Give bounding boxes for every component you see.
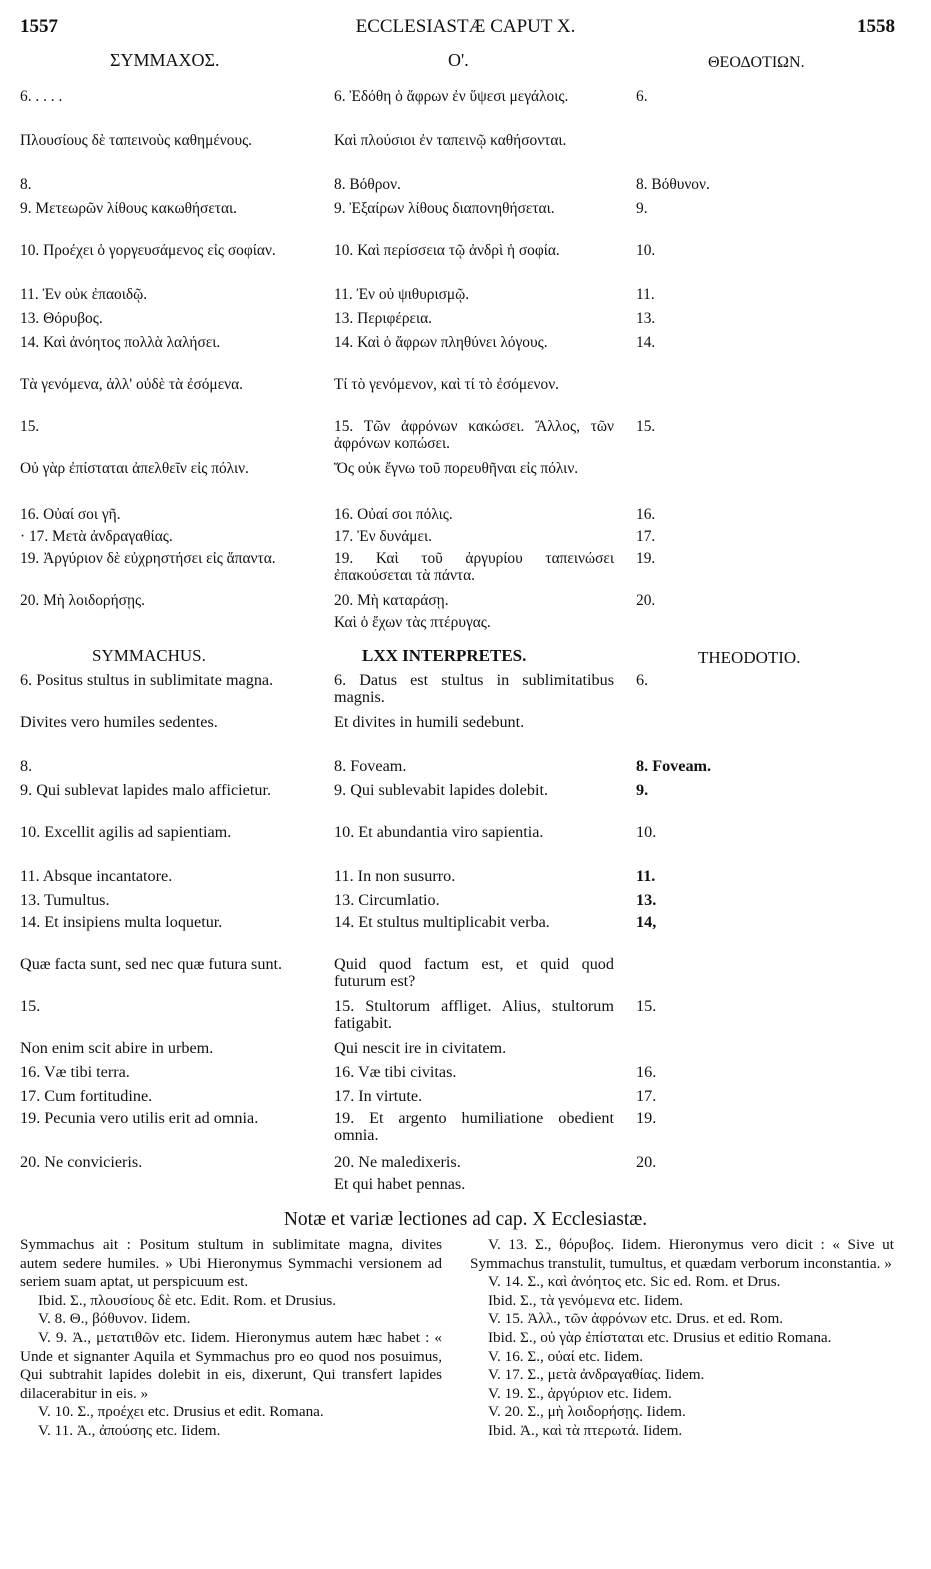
greek-row: [20, 376, 910, 418]
symmachus-cell: Quæ facta sunt, sed nec quæ futura sunt.: [20, 955, 283, 973]
greek-row: [20, 592, 910, 614]
greek-row: [20, 176, 910, 200]
latin-row: [20, 1154, 910, 1176]
greek-row: [20, 132, 910, 176]
latin-row: [20, 1110, 910, 1154]
theodotion-cell: 14,: [636, 913, 657, 931]
theodotion-cell: 6.: [636, 671, 649, 689]
page-number-left: 1557: [20, 16, 58, 37]
symmachus-cell: 16. Væ tibi terra.: [20, 1063, 130, 1081]
theodotion-cell: 9.: [636, 200, 648, 217]
theodotion-cell: 6.: [636, 88, 648, 105]
note-paragraph: V. 20. Σ., μὴ λοιδορήσῃς. Iidem.: [488, 1403, 686, 1421]
greek-columns: [20, 88, 910, 634]
lxx-cell: 9. Ἐξαίρων λίθους διαπονηθήσεται.: [334, 200, 555, 217]
symmachus-cell: 20. Ne convicieris.: [20, 1153, 143, 1171]
symmachus-cell: 11. Absque incantatore.: [20, 867, 173, 885]
symmachus-cell: Divites vero humiles sedentes.: [20, 713, 218, 731]
symmachus-cell: 6. Positus stultus in sublimitate magna.: [20, 671, 274, 689]
latin-row: [20, 998, 910, 1040]
greek-head-theodotion: ΘΕΟΔΟΤΙΩΝ.: [708, 54, 805, 71]
latin-row: [20, 714, 910, 758]
theodotion-cell: [614, 1040, 910, 1064]
note-paragraph: Ibid. Σ., τὰ γενόμενα etc. Iidem.: [488, 1291, 684, 1309]
symmachus-cell: 14. Et insipiens multa loquetur.: [20, 913, 223, 931]
latin-head-lxx: LXX INTERPRETES.: [362, 646, 527, 665]
latin-head-theodotion: THEODOTIO.: [698, 648, 801, 667]
greek-head-symmachus: ΣΥΜΜΑΧΟΣ.: [110, 50, 220, 70]
theodotion-cell: 9.: [636, 781, 649, 799]
notes-right-column: [470, 1236, 894, 1441]
theodotion-cell: 20.: [636, 592, 656, 609]
theodotion-cell: 16.: [636, 506, 656, 523]
symmachus-cell: 8.: [20, 176, 32, 193]
lxx-cell: 11. Ἐν οὐ ψιθυρισμῷ.: [334, 286, 470, 303]
greek-row: [20, 334, 910, 376]
lxx-cell: 9. Qui sublevabit lapides dolebit.: [334, 781, 549, 799]
theodotion-cell: 13.: [636, 891, 657, 909]
theodotion-cell: 10.: [636, 242, 656, 259]
symmachus-cell: [20, 1176, 310, 1196]
symmachus-cell: 11. Ἐν οὐκ ἐπαοιδῷ.: [20, 286, 148, 303]
greek-row: [20, 528, 910, 550]
greek-row: [20, 242, 910, 286]
lxx-cell: Τί τὸ γενόμενον, καὶ τί τὸ ἐσόμενον.: [334, 376, 559, 393]
symmachus-cell: 6. . . . .: [20, 88, 63, 105]
symmachus-cell: 10. Προέχει ὁ γοργευσάμενος εἰς σοφίαν.: [20, 242, 276, 259]
symmachus-cell: 9. Qui sublevat lapides malo afficietur.: [20, 781, 271, 799]
theodotion-cell: [614, 614, 910, 634]
lxx-cell: 13. Circumlatio.: [334, 891, 440, 909]
note-paragraph: V. 11. Ἀ., ἀπούσης etc. Iidem.: [38, 1421, 221, 1439]
note-paragraph: Ibid. Σ., πλουσίους δὲ etc. Edit. Rom. et Drusius.: [38, 1291, 337, 1309]
lxx-cell: 15. Τῶν ἀφρόνων κακώσει. Ἄλλος, τῶν ἀφρόνων κοπώσει.: [334, 418, 614, 452]
latin-row: [20, 892, 910, 914]
note-paragraph: V. 15. Ἀλλ., τῶν ἀφρόνων etc. Drus. et ed. Rom.: [488, 1310, 784, 1328]
theodotion-cell: 8. Βόθυνον.: [636, 176, 710, 193]
latin-row: [20, 1088, 910, 1110]
symmachus-cell: 13. Tumultus.: [20, 891, 110, 909]
theodotion-cell: [614, 132, 910, 176]
theodotion-cell: 20.: [636, 1153, 657, 1171]
symmachus-cell: 17. Cum fortitudine.: [20, 1087, 153, 1105]
greek-row: [20, 614, 910, 634]
theodotion-cell: [614, 460, 910, 506]
greek-row: [20, 506, 910, 528]
lxx-cell: 16. Οὐαί σοι πόλις.: [334, 506, 453, 523]
page-number-right: 1558: [857, 16, 895, 37]
lxx-cell: Quid quod factum est, et quid quod futurum est?: [334, 955, 614, 990]
theodotion-cell: 11.: [636, 867, 656, 885]
lxx-cell: Καὶ ὁ ἔχων τὰς πτέρυγας.: [334, 614, 491, 631]
latin-row: [20, 1040, 910, 1064]
lxx-cell: Ὅς οὐκ ἔγνω τοῦ πορευθῆναι εἰς πόλιν.: [334, 460, 579, 477]
theodotion-cell: 17.: [636, 1087, 657, 1105]
lxx-cell: 8. Βόθρον.: [334, 176, 401, 193]
latin-row: [20, 758, 910, 782]
symmachus-cell: 14. Καὶ ἀνόητος πολλὰ λαλήσει.: [20, 334, 221, 351]
lxx-cell: 10. Καὶ περίσσεια τῷ ἀνδρὶ ἡ σοφία.: [334, 242, 560, 259]
symmachus-cell: 10. Excellit agilis ad sapientiam.: [20, 823, 232, 841]
note-paragraph: V. 13. Σ., θόρυβος. Iidem. Hieronymus vero dicit : « Sive ut Symmachus transtulit, tumultus, et quædam verborum inconstantia. »: [470, 1236, 894, 1272]
symmachus-cell: 13. Θόρυβος.: [20, 310, 103, 327]
latin-row: [20, 782, 910, 824]
lxx-cell: 16. Væ tibi civitas.: [334, 1063, 457, 1081]
latin-row: [20, 1176, 910, 1196]
note-paragraph: V. 8. Θ., βόθυνον. Iidem.: [38, 1310, 191, 1328]
greek-row: [20, 550, 910, 592]
symmachus-cell: · 17. Μετὰ ἀνδραγαθίας.: [20, 528, 173, 545]
latin-head-symmachus: SYMMACHUS.: [92, 646, 206, 665]
theodotion-cell: [614, 1176, 910, 1196]
greek-row: [20, 418, 910, 460]
lxx-cell: 17. In virtute.: [334, 1087, 423, 1105]
notes-left-column: [20, 1236, 442, 1441]
note-paragraph: V. 16. Σ., οὐαί etc. Iidem.: [488, 1347, 644, 1365]
symmachus-cell: 8.: [20, 757, 33, 775]
symmachus-cell: 16. Οὐαί σοι γῆ.: [20, 506, 121, 523]
symmachus-cell: 20. Μὴ λοιδορήσῃς.: [20, 592, 145, 609]
lxx-cell: Et qui habet pennas.: [334, 1175, 466, 1193]
symmachus-cell: Non enim scit abire in urbem.: [20, 1039, 214, 1057]
lxx-cell: 13. Περιφέρεια.: [334, 310, 433, 327]
lxx-cell: 14. Καὶ ὁ ἄφρων πληθύνει λόγους.: [334, 334, 548, 351]
lxx-cell: Et divites in humili sedebunt.: [334, 713, 525, 731]
theodotion-cell: [614, 714, 910, 758]
latin-row: [20, 824, 910, 868]
lxx-cell: 20. Μὴ καταράσῃ.: [334, 592, 449, 609]
greek-row: [20, 460, 910, 506]
lxx-cell: Qui nescit ire in civitatem.: [334, 1039, 507, 1057]
latin-row: [20, 1064, 910, 1088]
greek-row: [20, 286, 910, 310]
lxx-cell: Καὶ πλούσιοι ἐν ταπεινῷ καθήσονται.: [334, 132, 567, 149]
theodotion-cell: 19.: [636, 1109, 657, 1127]
lxx-cell: 8. Foveam.: [334, 757, 407, 775]
lxx-cell: 6. Ἐδόθη ὁ ἄφρων ἐν ὕψεσι μεγάλοις.: [334, 88, 569, 105]
lxx-cell: 6. Datus est stultus in sublimitatibus magnis.: [334, 671, 614, 706]
note-paragraph: V. 10. Σ., προέχει etc. Drusius et edit. Romana.: [38, 1403, 324, 1421]
latin-row: [20, 956, 910, 998]
symmachus-cell: Οὐ γὰρ ἐπίσταται ἀπελθεῖν εἰς πόλιν.: [20, 460, 249, 477]
lxx-cell: 20. Ne maledixeris.: [334, 1153, 461, 1171]
note-paragraph: V. 19. Σ., ἀργύριον etc. Iidem.: [488, 1384, 672, 1402]
theodotion-cell: 8. Foveam.: [636, 757, 712, 775]
lxx-cell: 14. Et stultus multiplicabit verba.: [334, 913, 550, 931]
greek-head-lxx: Ο'.: [448, 50, 469, 70]
latin-columns: [20, 672, 910, 1196]
theodotion-cell: 15.: [636, 418, 656, 435]
theodotion-cell: 16.: [636, 1063, 657, 1081]
greek-row: [20, 200, 910, 242]
running-title: ECCLESIASTÆ CAPUT X.: [355, 16, 576, 37]
theodotion-cell: 15.: [636, 997, 657, 1015]
greek-row: [20, 310, 910, 334]
lxx-cell: 17. Ἐν δυνάμει.: [334, 528, 433, 545]
latin-row: [20, 672, 910, 714]
notes-title: Notæ et variæ lectiones ad cap. X Ecclesiastæ.: [283, 1209, 648, 1230]
theodotion-cell: 13.: [636, 310, 656, 327]
theodotion-cell: 17.: [636, 528, 656, 545]
note-paragraph: Ibid. Σ., οὐ γὰρ ἐπίσταται etc. Drusius et editio Romana.: [488, 1328, 832, 1346]
note-paragraph: Ibid. Ἀ., καὶ τὰ πτερωτά. Iidem.: [488, 1421, 683, 1439]
note-paragraph: V. 9. Ἀ., μετατιθῶν etc. Iidem. Hieronymus autem hæc habet : « Unde et signanter Aquila et Symmachus pro eo quod nos posuimus, Qui subtrahit lapides dolebit in eis, dixerunt, Qui transfert lapides dilacerabitur in eis. »: [20, 1328, 442, 1402]
symmachus-cell: 9. Μετεωρῶν λίθους κακωθήσεται.: [20, 200, 238, 217]
latin-row: [20, 868, 910, 892]
note-paragraph: Symmachus ait : Positum stultum in sublimitate magna, divites autem sedere humiles. » Ubi Hieronymus Symmachi versionem ad seriem suam aptat, ut perspicuum est.: [20, 1236, 442, 1291]
lxx-cell: 19. Καὶ τοῦ ἀργυρίου ταπεινώσει ἐπακούσεται τὰ πάντα.: [334, 550, 614, 584]
theodotion-cell: 14.: [636, 334, 656, 351]
theodotion-cell: [614, 956, 910, 998]
symmachus-cell: [20, 614, 310, 634]
theodotion-cell: 11.: [636, 286, 655, 303]
note-paragraph: V. 17. Σ., μετὰ ἀνδραγαθίας. Iidem.: [488, 1366, 705, 1384]
lxx-cell: 19. Et argento humiliatione obedient omnia.: [334, 1109, 614, 1144]
symmachus-cell: 19. Ἀργύριον δὲ εὐχρηστήσει εἰς ἅπαντα.: [20, 550, 276, 567]
symmachus-cell: 15.: [20, 997, 41, 1015]
note-paragraph: V. 14. Σ., καὶ ἀνόητος etc. Sic ed. Rom. et Drus.: [488, 1273, 781, 1291]
theodotion-cell: [614, 376, 910, 418]
symmachus-cell: 19. Pecunia vero utilis erit ad omnia.: [20, 1109, 259, 1127]
lxx-cell: 15. Stultorum affliget. Alius, stultorum fatigabit.: [334, 997, 614, 1032]
lxx-cell: 11. In non susurro.: [334, 867, 456, 885]
latin-row: [20, 914, 910, 956]
symmachus-cell: Πλουσίους δὲ ταπεινοὺς καθημένους.: [20, 132, 253, 149]
greek-row: [20, 88, 910, 132]
theodotion-cell: 19.: [636, 550, 656, 567]
theodotion-cell: 10.: [636, 823, 657, 841]
symmachus-cell: 15.: [20, 418, 40, 435]
lxx-cell: 10. Et abundantia viro sapientia.: [334, 823, 544, 841]
symmachus-cell: Τὰ γενόμενα, ἀλλ' οὐδὲ τὰ ἐσόμενα.: [20, 376, 244, 393]
